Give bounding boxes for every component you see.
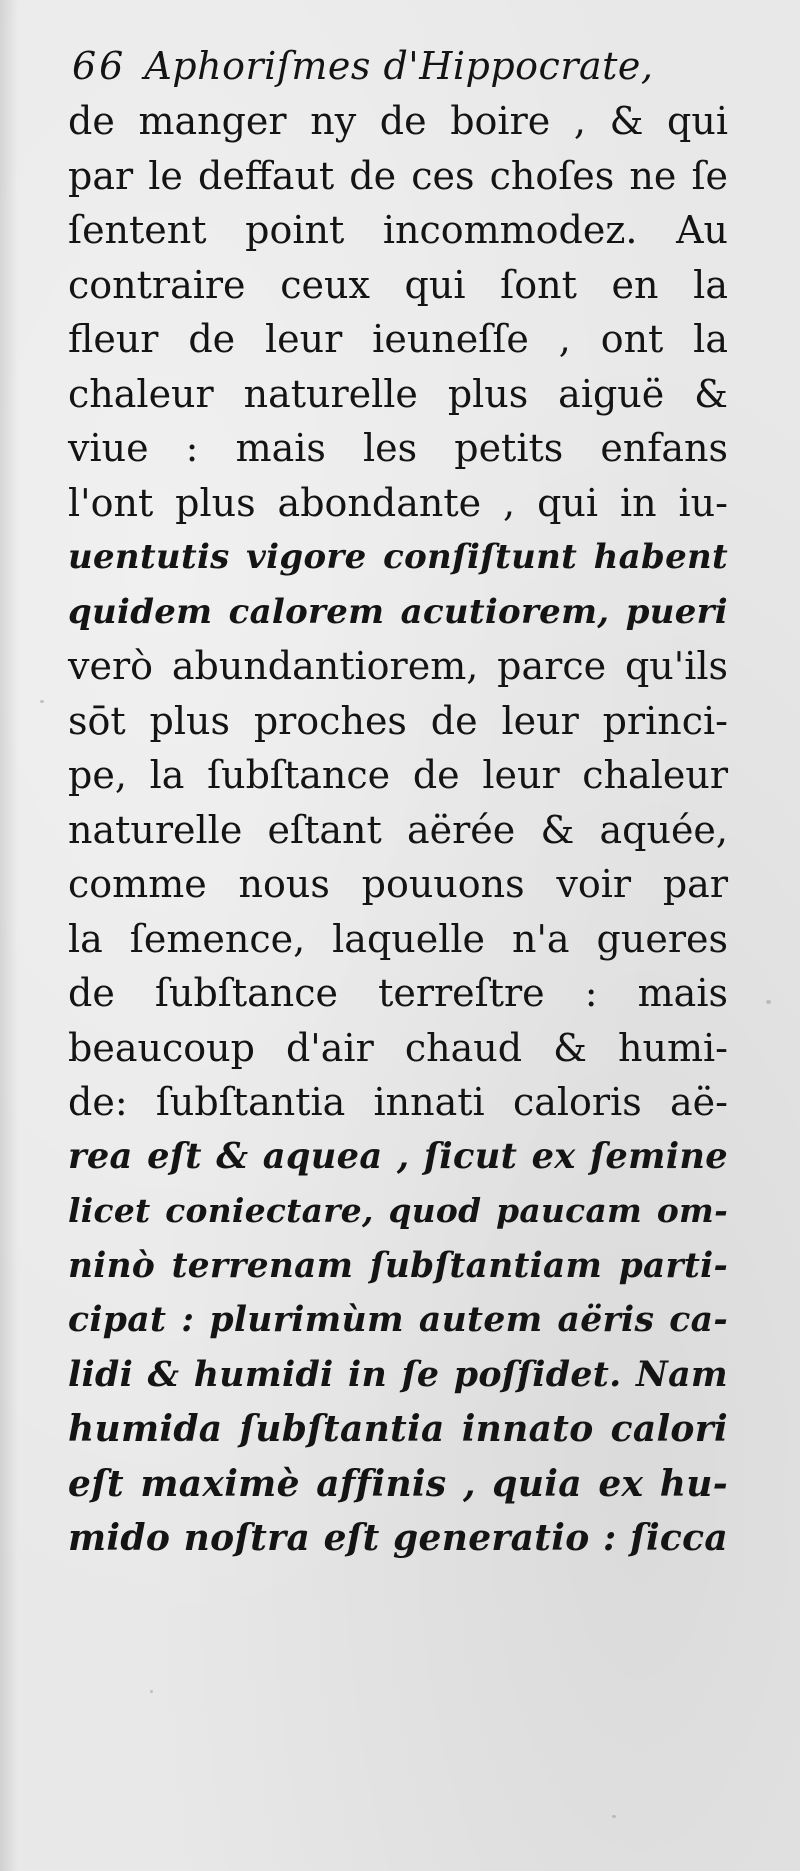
text-line: rea eſt & aquea , ſicut ex ſemine [68, 1135, 728, 1177]
text-line: viue : mais les petits enfans [68, 426, 728, 470]
text-line: verò abundantiorem, parce qu'ils [68, 644, 728, 688]
page-number: 66 [72, 44, 127, 88]
text-line: uentutis vigore conſiſtunt habent [68, 537, 728, 577]
text-line: cipat : plurimùm autem aëris ca- [68, 1300, 728, 1340]
text-line: humida ſubſtantia innato calori [68, 1408, 728, 1450]
text-line: l'ont plus abondante , qui in iu- [68, 480, 728, 525]
running-head [72, 38, 728, 94]
body-text [68, 94, 728, 1566]
text-line: sōt plus proches de leur princi- [68, 698, 728, 743]
text-line: ſentent point incommodez. Au [68, 208, 728, 252]
text-line: de: ſubſtantia innati caloris aë- [68, 1080, 728, 1124]
text-line: chaleur naturelle plus aiguë & [68, 371, 728, 416]
text-line: de ſubſtance terreſtre : mais [68, 971, 728, 1015]
paper-speck [766, 1000, 771, 1004]
text-line: naturelle eſtant aërée & aquée, [68, 807, 728, 852]
text-line: comme nous pouuons voir par [68, 862, 728, 906]
text-line: pe, la ſubſtance de leur chaleur [68, 753, 728, 797]
text-line: fleur de leur ieuneſſe , ont la [68, 317, 728, 361]
text-line: ninò terrenam ſubſtantiam parti- [68, 1245, 728, 1286]
paper-speck [150, 1690, 153, 1693]
paper-speck [40, 700, 44, 703]
text-line: contraire ceux qui ſont en la [68, 262, 728, 307]
text-line: mido noſtra eſt generatio : ſicca [68, 1517, 728, 1559]
running-title: Aphoriſmes d'Hippocrate, [144, 44, 654, 88]
text-line: eſt maximè affinis , quia ex hu- [68, 1462, 728, 1505]
text-line: beaucoup d'air chaud & humi- [68, 1025, 728, 1070]
text-line: par le deffaut de ces choſes ne ſe [68, 153, 728, 198]
text-line: licet coniectare, quod paucam om- [68, 1191, 728, 1230]
gutter-shadow [0, 0, 18, 1871]
text-line: de manger ny de boire , & qui [68, 99, 728, 143]
text-line: la ſemence, laquelle n'a gueres [68, 916, 728, 961]
page-text-block [68, 38, 728, 1566]
text-line: lidi & humidi in ſe poſſidet. Nam [68, 1353, 728, 1395]
text-line: quidem calorem acutiorem, pueri [68, 591, 728, 632]
paper-speck [612, 1815, 616, 1818]
